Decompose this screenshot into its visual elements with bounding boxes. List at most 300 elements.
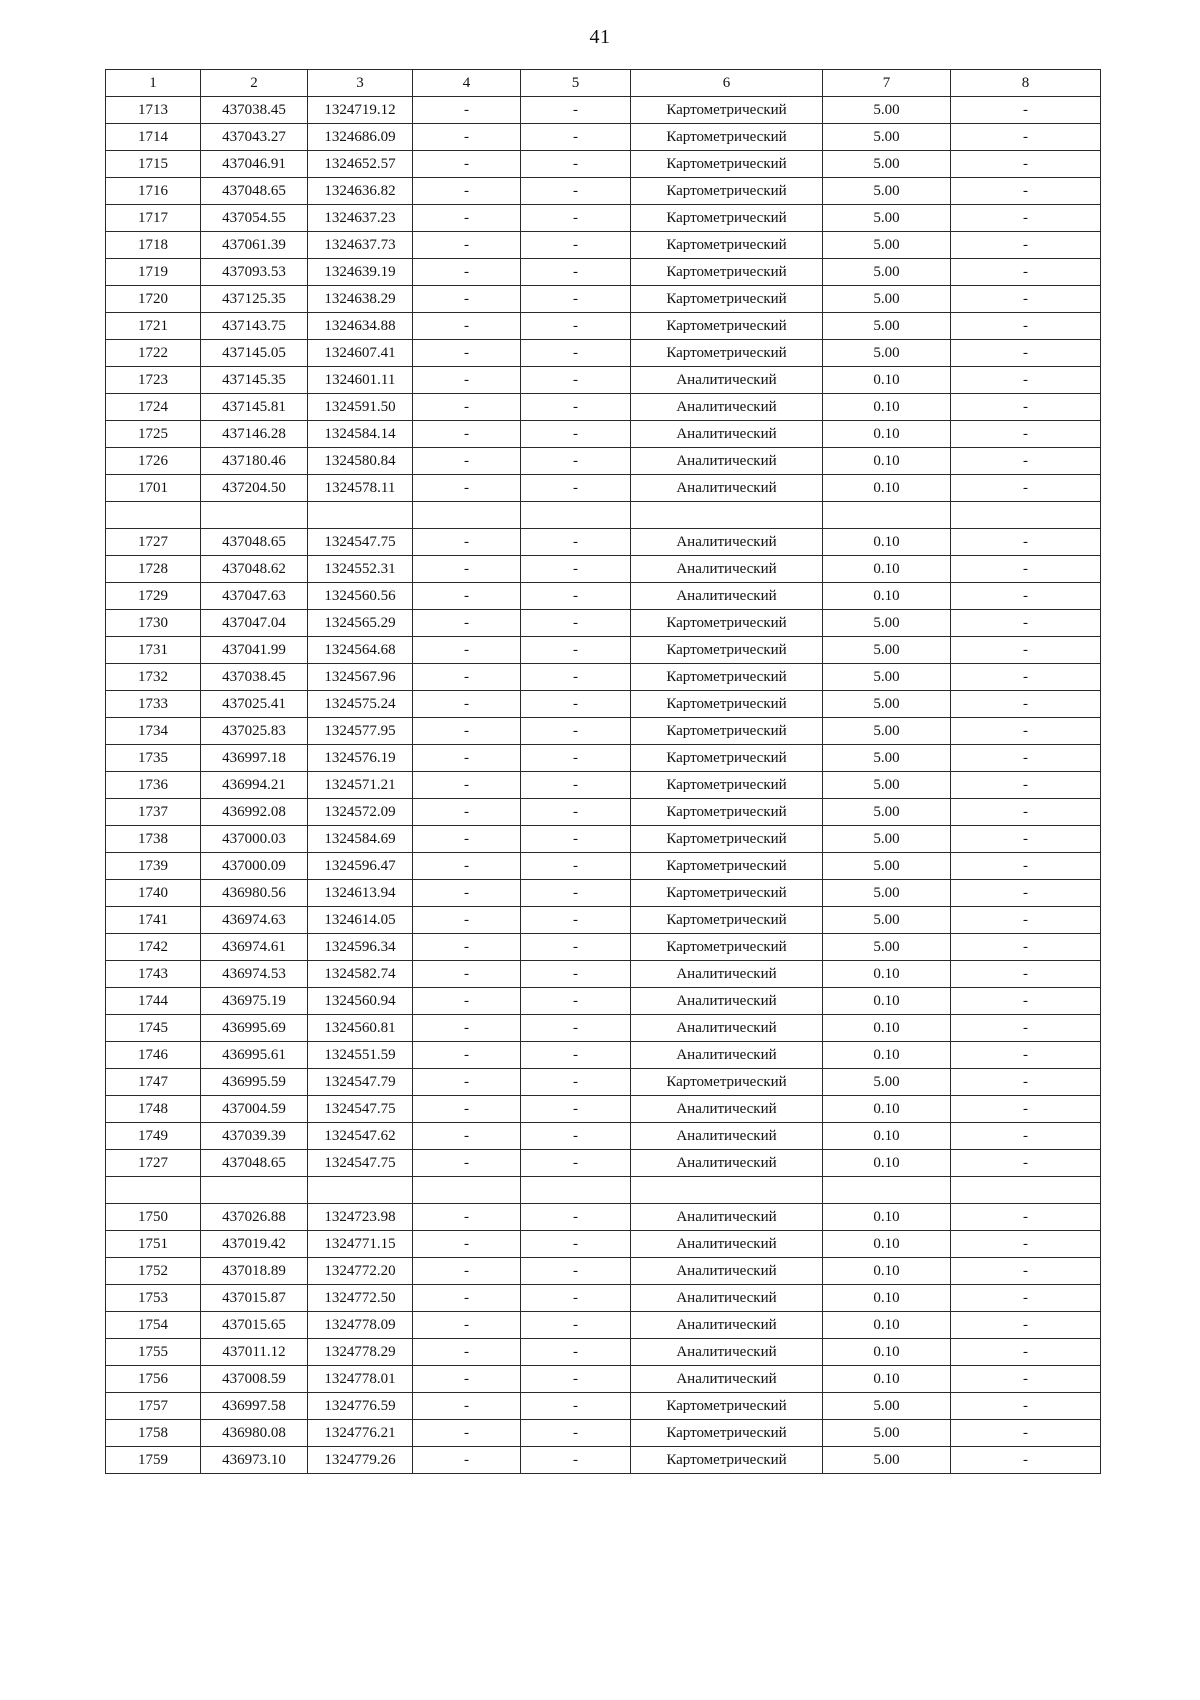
column-header: 2 — [201, 70, 308, 97]
table-cell: 1324584.14 — [308, 421, 413, 448]
table-cell: 1716 — [106, 178, 201, 205]
spacer-cell — [823, 502, 951, 529]
column-header: 6 — [631, 70, 823, 97]
table-cell: 1324723.98 — [308, 1204, 413, 1231]
table-cell: 436995.69 — [201, 1015, 308, 1042]
table-cell: - — [951, 205, 1101, 232]
table-cell: 437039.39 — [201, 1123, 308, 1150]
table-cell: - — [521, 610, 631, 637]
table-cell: 1719 — [106, 259, 201, 286]
table-cell: - — [521, 232, 631, 259]
table-cell: 1324571.21 — [308, 772, 413, 799]
table-cell: - — [951, 1447, 1101, 1474]
table-row — [106, 826, 1101, 853]
table-cell: Картометрический — [631, 799, 823, 826]
table-cell: 5.00 — [823, 934, 951, 961]
table-cell: - — [413, 1366, 521, 1393]
table-cell: - — [521, 205, 631, 232]
table-cell: - — [951, 1339, 1101, 1366]
table-cell: 437146.28 — [201, 421, 308, 448]
table-cell: - — [951, 1204, 1101, 1231]
table-cell: - — [413, 97, 521, 124]
table-cell: - — [413, 1150, 521, 1177]
table-cell: - — [521, 988, 631, 1015]
table-cell: Аналитический — [631, 367, 823, 394]
table-row — [106, 718, 1101, 745]
table-cell: 1324551.59 — [308, 1042, 413, 1069]
table-cell: 0.10 — [823, 1096, 951, 1123]
table-cell: - — [951, 556, 1101, 583]
column-header: 8 — [951, 70, 1101, 97]
table-cell: Картометрический — [631, 718, 823, 745]
table-cell: 1324639.19 — [308, 259, 413, 286]
table-cell: - — [521, 1393, 631, 1420]
table-cell: 0.10 — [823, 1123, 951, 1150]
table-cell: 1751 — [106, 1231, 201, 1258]
spacer-cell — [631, 502, 823, 529]
table-cell: 5.00 — [823, 826, 951, 853]
table-cell: - — [521, 475, 631, 502]
table-cell: 1324686.09 — [308, 124, 413, 151]
table-cell: - — [951, 259, 1101, 286]
table-cell: - — [951, 448, 1101, 475]
table-cell: 1735 — [106, 745, 201, 772]
table-cell: 1737 — [106, 799, 201, 826]
spacer-row — [106, 502, 1101, 529]
table-cell: - — [413, 907, 521, 934]
table-cell: 1324719.12 — [308, 97, 413, 124]
table-cell: 1733 — [106, 691, 201, 718]
spacer-cell — [106, 1177, 201, 1204]
table-cell: - — [951, 1123, 1101, 1150]
table-cell: 436973.10 — [201, 1447, 308, 1474]
table-cell: - — [951, 1150, 1101, 1177]
table-cell: - — [413, 772, 521, 799]
table-cell: 1324572.09 — [308, 799, 413, 826]
table-cell: 437061.39 — [201, 232, 308, 259]
table-cell: 1741 — [106, 907, 201, 934]
table-cell: 1324634.88 — [308, 313, 413, 340]
table-cell: - — [951, 691, 1101, 718]
table-cell: - — [521, 1096, 631, 1123]
table-cell: Картометрический — [631, 745, 823, 772]
table-cell: - — [413, 1393, 521, 1420]
table-row — [106, 1123, 1101, 1150]
table-cell: 1727 — [106, 529, 201, 556]
spacer-cell — [823, 1177, 951, 1204]
spacer-cell — [201, 502, 308, 529]
table-cell: - — [413, 205, 521, 232]
table-cell: Картометрический — [631, 880, 823, 907]
table-cell: 1324560.56 — [308, 583, 413, 610]
table-cell: 437047.63 — [201, 583, 308, 610]
table-cell: 437048.65 — [201, 529, 308, 556]
table-cell: 1744 — [106, 988, 201, 1015]
spacer-cell — [413, 1177, 521, 1204]
table-cell: 1324591.50 — [308, 394, 413, 421]
table-row — [106, 1447, 1101, 1474]
table-row — [106, 637, 1101, 664]
table-cell: 1740 — [106, 880, 201, 907]
table-cell: 1324580.84 — [308, 448, 413, 475]
table-cell: - — [413, 1069, 521, 1096]
table-cell: 1759 — [106, 1447, 201, 1474]
table-cell: 0.10 — [823, 421, 951, 448]
table-cell: - — [521, 313, 631, 340]
table-cell: Картометрический — [631, 340, 823, 367]
table-cell: - — [521, 1339, 631, 1366]
table-cell: Аналитический — [631, 961, 823, 988]
table-row — [106, 799, 1101, 826]
spacer-cell — [521, 1177, 631, 1204]
table-cell: - — [413, 637, 521, 664]
table-cell: - — [413, 799, 521, 826]
table-header-row — [106, 70, 1101, 97]
table-cell: Картометрический — [631, 232, 823, 259]
table-row — [106, 691, 1101, 718]
table-cell: 1745 — [106, 1015, 201, 1042]
table-cell: - — [521, 1231, 631, 1258]
table-cell: 1324771.15 — [308, 1231, 413, 1258]
table-cell: 436997.58 — [201, 1393, 308, 1420]
table-cell: - — [951, 1420, 1101, 1447]
table-cell: 0.10 — [823, 1204, 951, 1231]
table-row — [106, 448, 1101, 475]
table-cell: 5.00 — [823, 1420, 951, 1447]
spacer-cell — [951, 1177, 1101, 1204]
table-row — [106, 988, 1101, 1015]
table-cell: 1743 — [106, 961, 201, 988]
table-cell: 1324578.11 — [308, 475, 413, 502]
table-row — [106, 880, 1101, 907]
table-cell: Аналитический — [631, 583, 823, 610]
table-cell: - — [413, 259, 521, 286]
table-cell: 1701 — [106, 475, 201, 502]
table-cell: 5.00 — [823, 1447, 951, 1474]
table-cell: 1723 — [106, 367, 201, 394]
table-cell: - — [521, 1285, 631, 1312]
table-cell: 1324776.21 — [308, 1420, 413, 1447]
table-cell: - — [951, 1231, 1101, 1258]
table-cell: 437000.09 — [201, 853, 308, 880]
table-cell: - — [413, 880, 521, 907]
table-cell: 1324564.68 — [308, 637, 413, 664]
table-row — [106, 610, 1101, 637]
table-cell: - — [521, 907, 631, 934]
table-row — [106, 151, 1101, 178]
table-cell: - — [413, 124, 521, 151]
table-cell: 0.10 — [823, 583, 951, 610]
table-cell: - — [521, 934, 631, 961]
table-cell: - — [413, 286, 521, 313]
table-cell: - — [951, 880, 1101, 907]
table-cell: - — [413, 1042, 521, 1069]
spacer-cell — [521, 502, 631, 529]
table-cell: 437026.88 — [201, 1204, 308, 1231]
spacer-cell — [201, 1177, 308, 1204]
table-cell: - — [413, 556, 521, 583]
table-cell: 1324560.81 — [308, 1015, 413, 1042]
table-cell: - — [951, 1042, 1101, 1069]
table-cell: - — [521, 367, 631, 394]
table-cell: 437145.81 — [201, 394, 308, 421]
table-cell: 1324547.75 — [308, 529, 413, 556]
spacer-cell — [413, 502, 521, 529]
table-cell: - — [413, 745, 521, 772]
table-cell: 437015.87 — [201, 1285, 308, 1312]
table-cell: 1324601.11 — [308, 367, 413, 394]
table-cell: 0.10 — [823, 1312, 951, 1339]
table-cell: 437004.59 — [201, 1096, 308, 1123]
table-cell: - — [413, 340, 521, 367]
table-cell: - — [413, 583, 521, 610]
table-cell: - — [521, 772, 631, 799]
table-cell: 437008.59 — [201, 1366, 308, 1393]
table-cell: Картометрический — [631, 205, 823, 232]
table-cell: - — [951, 988, 1101, 1015]
table-cell: - — [951, 529, 1101, 556]
table-row — [106, 1042, 1101, 1069]
table-cell: 1732 — [106, 664, 201, 691]
table-cell: 1324567.96 — [308, 664, 413, 691]
table-cell: 0.10 — [823, 961, 951, 988]
table-cell: 5.00 — [823, 1069, 951, 1096]
column-header: 7 — [823, 70, 951, 97]
table-cell: 1324547.75 — [308, 1096, 413, 1123]
table-cell: - — [521, 637, 631, 664]
table-cell: 0.10 — [823, 475, 951, 502]
table-cell: - — [521, 853, 631, 880]
table-cell: 1324584.69 — [308, 826, 413, 853]
table-cell: 436994.21 — [201, 772, 308, 799]
table-cell: 436997.18 — [201, 745, 308, 772]
table-cell: - — [413, 961, 521, 988]
table-cell: 1714 — [106, 124, 201, 151]
table-row — [106, 313, 1101, 340]
table-cell: - — [413, 529, 521, 556]
table-cell: - — [951, 367, 1101, 394]
table-cell: Аналитический — [631, 1366, 823, 1393]
table-cell: 436974.53 — [201, 961, 308, 988]
table-cell: Картометрический — [631, 610, 823, 637]
table-cell: 436995.59 — [201, 1069, 308, 1096]
table-cell: 0.10 — [823, 1258, 951, 1285]
table-cell: - — [413, 718, 521, 745]
table-cell: 437125.35 — [201, 286, 308, 313]
table-cell: 0.10 — [823, 529, 951, 556]
table-cell: Картометрический — [631, 178, 823, 205]
table-cell: - — [951, 232, 1101, 259]
table-cell: Картометрический — [631, 772, 823, 799]
table-cell: - — [951, 475, 1101, 502]
table-row — [106, 1231, 1101, 1258]
table-cell: - — [521, 340, 631, 367]
table-cell: 1324560.94 — [308, 988, 413, 1015]
table-cell: 437025.41 — [201, 691, 308, 718]
table-row — [106, 124, 1101, 151]
table-cell: 436974.61 — [201, 934, 308, 961]
table-row — [106, 961, 1101, 988]
table-cell: 1747 — [106, 1069, 201, 1096]
table-cell: - — [521, 178, 631, 205]
table-cell: 5.00 — [823, 259, 951, 286]
table-cell: 0.10 — [823, 988, 951, 1015]
table-cell: 1324614.05 — [308, 907, 413, 934]
table-cell: - — [521, 799, 631, 826]
table-cell: - — [413, 1204, 521, 1231]
table-cell: - — [521, 664, 631, 691]
table-cell: 5.00 — [823, 178, 951, 205]
table-cell: Картометрический — [631, 934, 823, 961]
table-row — [106, 1069, 1101, 1096]
table-cell: 1324778.09 — [308, 1312, 413, 1339]
table-row — [106, 340, 1101, 367]
table-cell: - — [951, 394, 1101, 421]
table-cell: 437145.05 — [201, 340, 308, 367]
table-cell: - — [413, 394, 521, 421]
table-cell: 1748 — [106, 1096, 201, 1123]
table-cell: - — [413, 151, 521, 178]
table-cell: 1757 — [106, 1393, 201, 1420]
table-cell: 0.10 — [823, 448, 951, 475]
table-cell: Аналитический — [631, 475, 823, 502]
table-cell: 437000.03 — [201, 826, 308, 853]
table-row — [106, 1366, 1101, 1393]
table-cell: - — [951, 1285, 1101, 1312]
table-cell: 5.00 — [823, 340, 951, 367]
table-cell: - — [413, 313, 521, 340]
table-cell: 1324565.29 — [308, 610, 413, 637]
table-cell: 436995.61 — [201, 1042, 308, 1069]
table-cell: 5.00 — [823, 205, 951, 232]
table-cell: 1324596.47 — [308, 853, 413, 880]
table-cell: 437143.75 — [201, 313, 308, 340]
table-cell: 1324552.31 — [308, 556, 413, 583]
table-body — [106, 97, 1101, 1474]
table-cell: 1324778.29 — [308, 1339, 413, 1366]
table-cell: - — [951, 97, 1101, 124]
table-cell: 437093.53 — [201, 259, 308, 286]
table-cell: - — [521, 718, 631, 745]
table-row — [106, 259, 1101, 286]
table-cell: 1750 — [106, 1204, 201, 1231]
table-cell: - — [413, 1447, 521, 1474]
table-cell: Картометрический — [631, 1447, 823, 1474]
table-cell: 5.00 — [823, 772, 951, 799]
table-cell: 0.10 — [823, 1150, 951, 1177]
table-cell: 1728 — [106, 556, 201, 583]
table-cell: - — [413, 934, 521, 961]
table-cell: - — [521, 1123, 631, 1150]
table-cell: 1324576.19 — [308, 745, 413, 772]
table-row — [106, 367, 1101, 394]
table-cell: 437038.45 — [201, 97, 308, 124]
table-row — [106, 421, 1101, 448]
table-cell: 5.00 — [823, 610, 951, 637]
table-cell: 1324778.01 — [308, 1366, 413, 1393]
table-cell: - — [521, 529, 631, 556]
table-cell: - — [521, 1312, 631, 1339]
table-cell: 1736 — [106, 772, 201, 799]
table-cell: - — [413, 1096, 521, 1123]
table-cell: - — [521, 124, 631, 151]
table-cell: 1730 — [106, 610, 201, 637]
table-cell: - — [521, 1015, 631, 1042]
table-cell: 437048.65 — [201, 178, 308, 205]
table-cell: Картометрический — [631, 826, 823, 853]
table-row — [106, 205, 1101, 232]
table-cell: - — [951, 313, 1101, 340]
page-number: 41 — [589, 26, 611, 48]
table-row — [106, 1258, 1101, 1285]
table-cell: - — [951, 286, 1101, 313]
table-cell: - — [951, 1069, 1101, 1096]
table-cell: - — [413, 1420, 521, 1447]
table-cell: 1324652.57 — [308, 151, 413, 178]
table-cell: Аналитический — [631, 1150, 823, 1177]
table-cell: - — [521, 961, 631, 988]
table-cell: - — [951, 961, 1101, 988]
table-cell: 437048.65 — [201, 1150, 308, 1177]
table-cell: Картометрический — [631, 97, 823, 124]
column-header: 1 — [106, 70, 201, 97]
table-cell: 437047.04 — [201, 610, 308, 637]
table-cell: - — [521, 151, 631, 178]
table-cell: - — [413, 610, 521, 637]
table-cell: 437025.83 — [201, 718, 308, 745]
table-cell: Картометрический — [631, 1420, 823, 1447]
table-cell: 0.10 — [823, 394, 951, 421]
table-row — [106, 1015, 1101, 1042]
table-cell: - — [521, 583, 631, 610]
table-cell: 1726 — [106, 448, 201, 475]
table-cell: - — [951, 907, 1101, 934]
table-cell: 0.10 — [823, 1231, 951, 1258]
table-cell: - — [521, 1069, 631, 1096]
table-cell: 436975.19 — [201, 988, 308, 1015]
table-cell: - — [413, 1285, 521, 1312]
table-row — [106, 907, 1101, 934]
table-cell: 1324613.94 — [308, 880, 413, 907]
table-cell: - — [521, 1204, 631, 1231]
table-cell: 5.00 — [823, 286, 951, 313]
table-cell: - — [413, 853, 521, 880]
table-cell: Аналитический — [631, 1096, 823, 1123]
table-cell: 437015.65 — [201, 1312, 308, 1339]
table-cell: Картометрический — [631, 1393, 823, 1420]
table-cell: 1749 — [106, 1123, 201, 1150]
table-cell: Аналитический — [631, 1015, 823, 1042]
table-cell: - — [521, 286, 631, 313]
table-cell: Картометрический — [631, 853, 823, 880]
column-header: 3 — [308, 70, 413, 97]
table-cell: Аналитический — [631, 1312, 823, 1339]
table-cell: 436974.63 — [201, 907, 308, 934]
table-cell: - — [951, 772, 1101, 799]
table-cell: - — [951, 1366, 1101, 1393]
table-cell: Картометрический — [631, 1069, 823, 1096]
table-cell: Картометрический — [631, 313, 823, 340]
table-row — [106, 232, 1101, 259]
table-cell: - — [413, 1339, 521, 1366]
table-cell: 1734 — [106, 718, 201, 745]
table-cell: 0.10 — [823, 1042, 951, 1069]
table-cell: 437145.35 — [201, 367, 308, 394]
table-row — [106, 1096, 1101, 1123]
table-cell: - — [521, 826, 631, 853]
table-cell: 1746 — [106, 1042, 201, 1069]
table-cell: 1753 — [106, 1285, 201, 1312]
